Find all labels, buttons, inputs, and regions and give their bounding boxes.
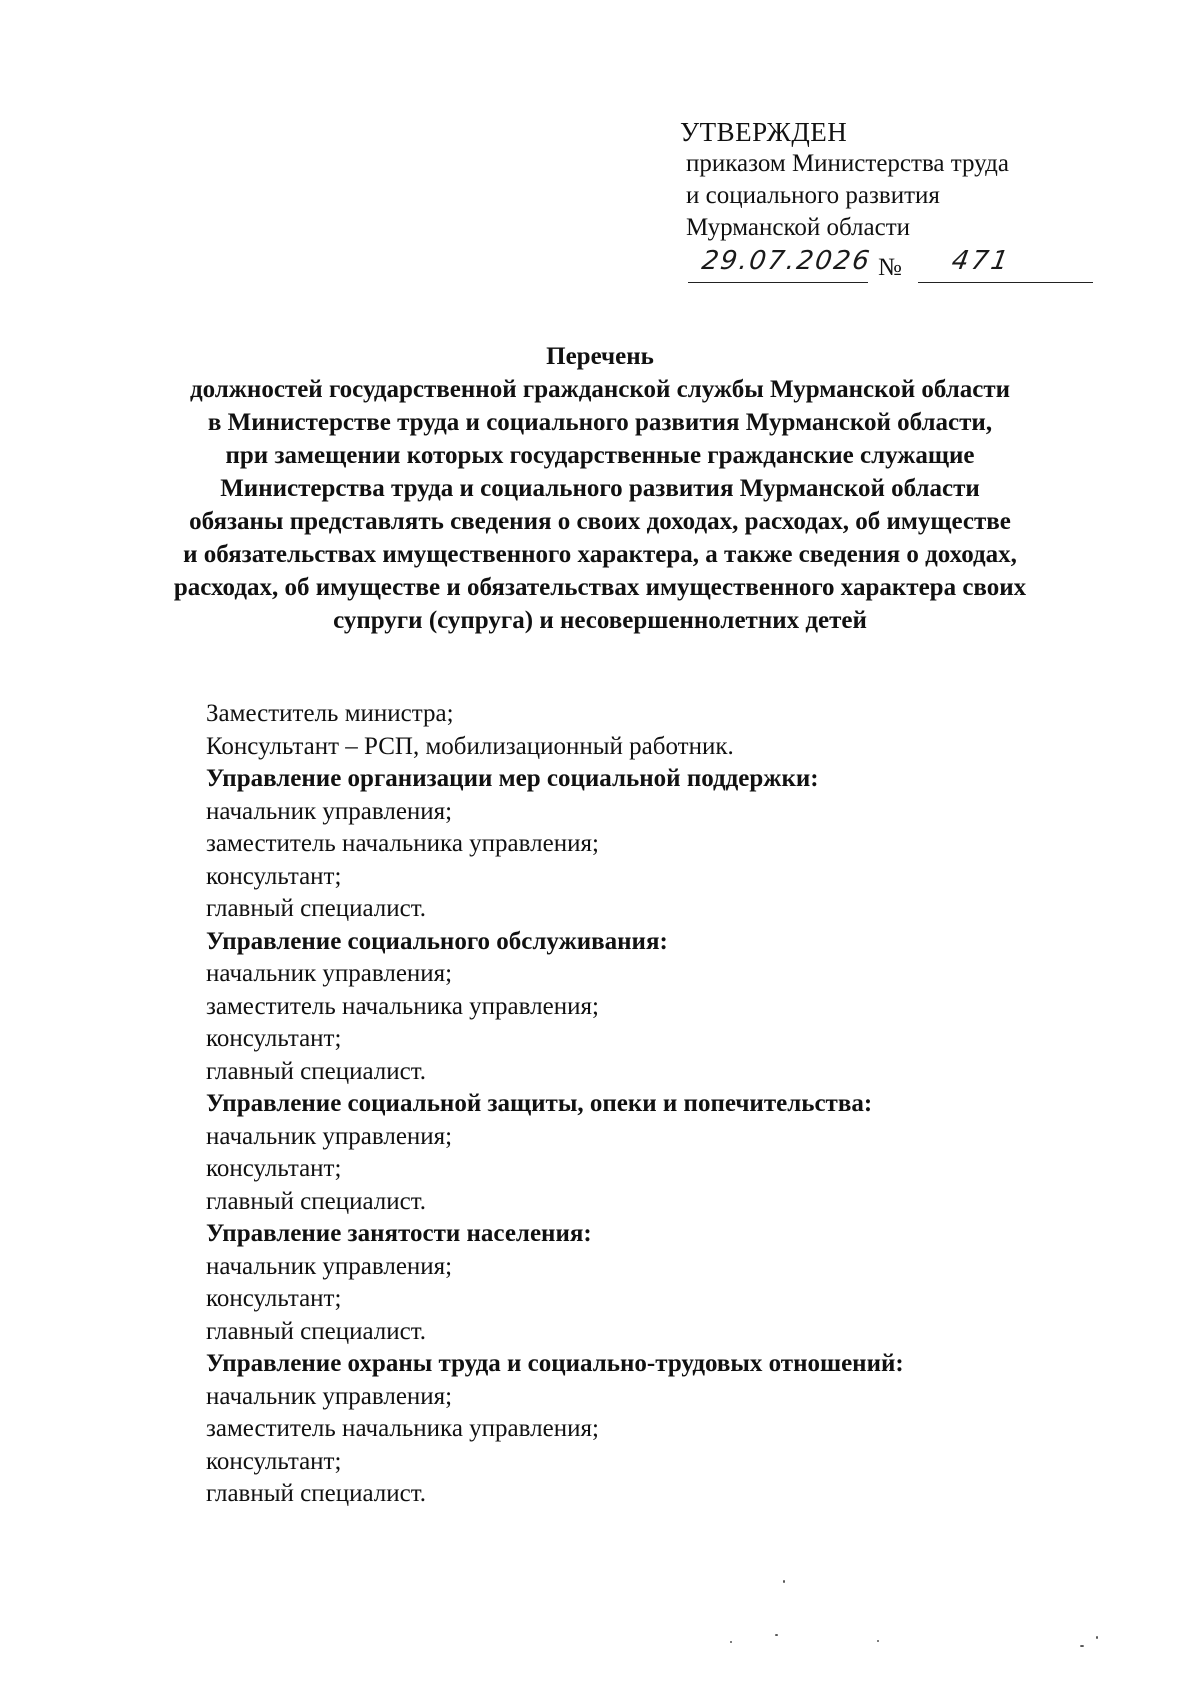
scan-speck (783, 1580, 785, 1583)
heading-line: Министерства труда и социального развития Мурманской области (220, 475, 980, 502)
position-item: начальник управления; (206, 1122, 453, 1150)
scan-speck (730, 1641, 732, 1643)
department-heading: Управление социальной защиты, опеки и попечительства: (206, 1090, 873, 1117)
position-item: начальник управления; (206, 960, 453, 987)
scan-speck (1080, 1645, 1084, 1647)
order-number-label: № (878, 254, 902, 281)
heading-line: и обязательствах имущественного характера, а также сведения о доходах, (183, 541, 1017, 568)
department-heading: Управление занятости населения: (206, 1220, 592, 1247)
heading-line: расходах, об имуществе и обязательствах имущественного характера своих (173, 574, 1027, 601)
approval-line-2: и социального развития (686, 182, 940, 209)
heading-line: должностей государственной гражданской службы Мурманской области (189, 376, 1011, 403)
scan-speck (775, 1634, 778, 1636)
position-item: начальник управления; (206, 1252, 453, 1280)
approval-line-1: приказом Министерства труда (686, 150, 1009, 177)
order-date-handwritten: 29.07.2026 (699, 246, 873, 276)
heading-line: при замещении которых государственные гражданские служащие (225, 442, 975, 469)
order-number-handwritten: 471 (949, 246, 1014, 276)
position-item: главный специалист. (206, 1480, 427, 1507)
position-item: консультант; (206, 862, 342, 890)
position-item: консультант; (206, 1025, 342, 1052)
positions-list (206, 698, 1086, 1511)
position-item: главный специалист. (206, 1317, 427, 1345)
heading-line: в Министерстве труда и социального развития Мурманской области, (207, 409, 993, 436)
heading-line: обязаны представлять сведения о своих доходах, расходах, об имуществе (189, 508, 1011, 535)
department-heading: Управление охраны труда и социально-трудовых отношений: (206, 1350, 904, 1377)
position-item: заместитель начальника управления; (206, 830, 599, 857)
department-heading: Управление социального обслуживания: (206, 927, 668, 955)
position-item: консультант; (206, 1285, 342, 1312)
approval-line-3: Мурманской области (686, 214, 911, 241)
position-item: консультант; (206, 1447, 342, 1475)
position-item: Заместитель министра; (206, 700, 454, 727)
position-item: заместитель начальника управления; (206, 992, 599, 1020)
document-heading (120, 340, 1080, 637)
scan-speck (877, 1640, 879, 1642)
department-heading: Управление организации мер социальной поддержки: (206, 765, 819, 792)
approval-block (680, 116, 1100, 288)
position-item: консультант; (206, 1155, 342, 1182)
position-item: главный специалист. (206, 1057, 427, 1085)
approval-title: УТВЕРЖДЕН (680, 117, 848, 147)
heading-line: супруги (супруга) и несовершеннолетних детей (333, 607, 867, 634)
scan-speck (1096, 1636, 1098, 1639)
order-number-field (918, 246, 1093, 283)
order-date-field (688, 246, 873, 283)
position-item: Консультант – РСП, мобилизационный работник. (206, 732, 734, 760)
position-item: заместитель начальника управления; (206, 1415, 599, 1442)
order-date-number-row (680, 246, 1100, 288)
position-item: начальник управления; (206, 1382, 453, 1410)
position-item: главный специалист. (206, 895, 427, 922)
position-item: начальник управления; (206, 797, 453, 825)
heading-title: Перечень (546, 343, 654, 370)
position-item: главный специалист. (206, 1187, 427, 1215)
